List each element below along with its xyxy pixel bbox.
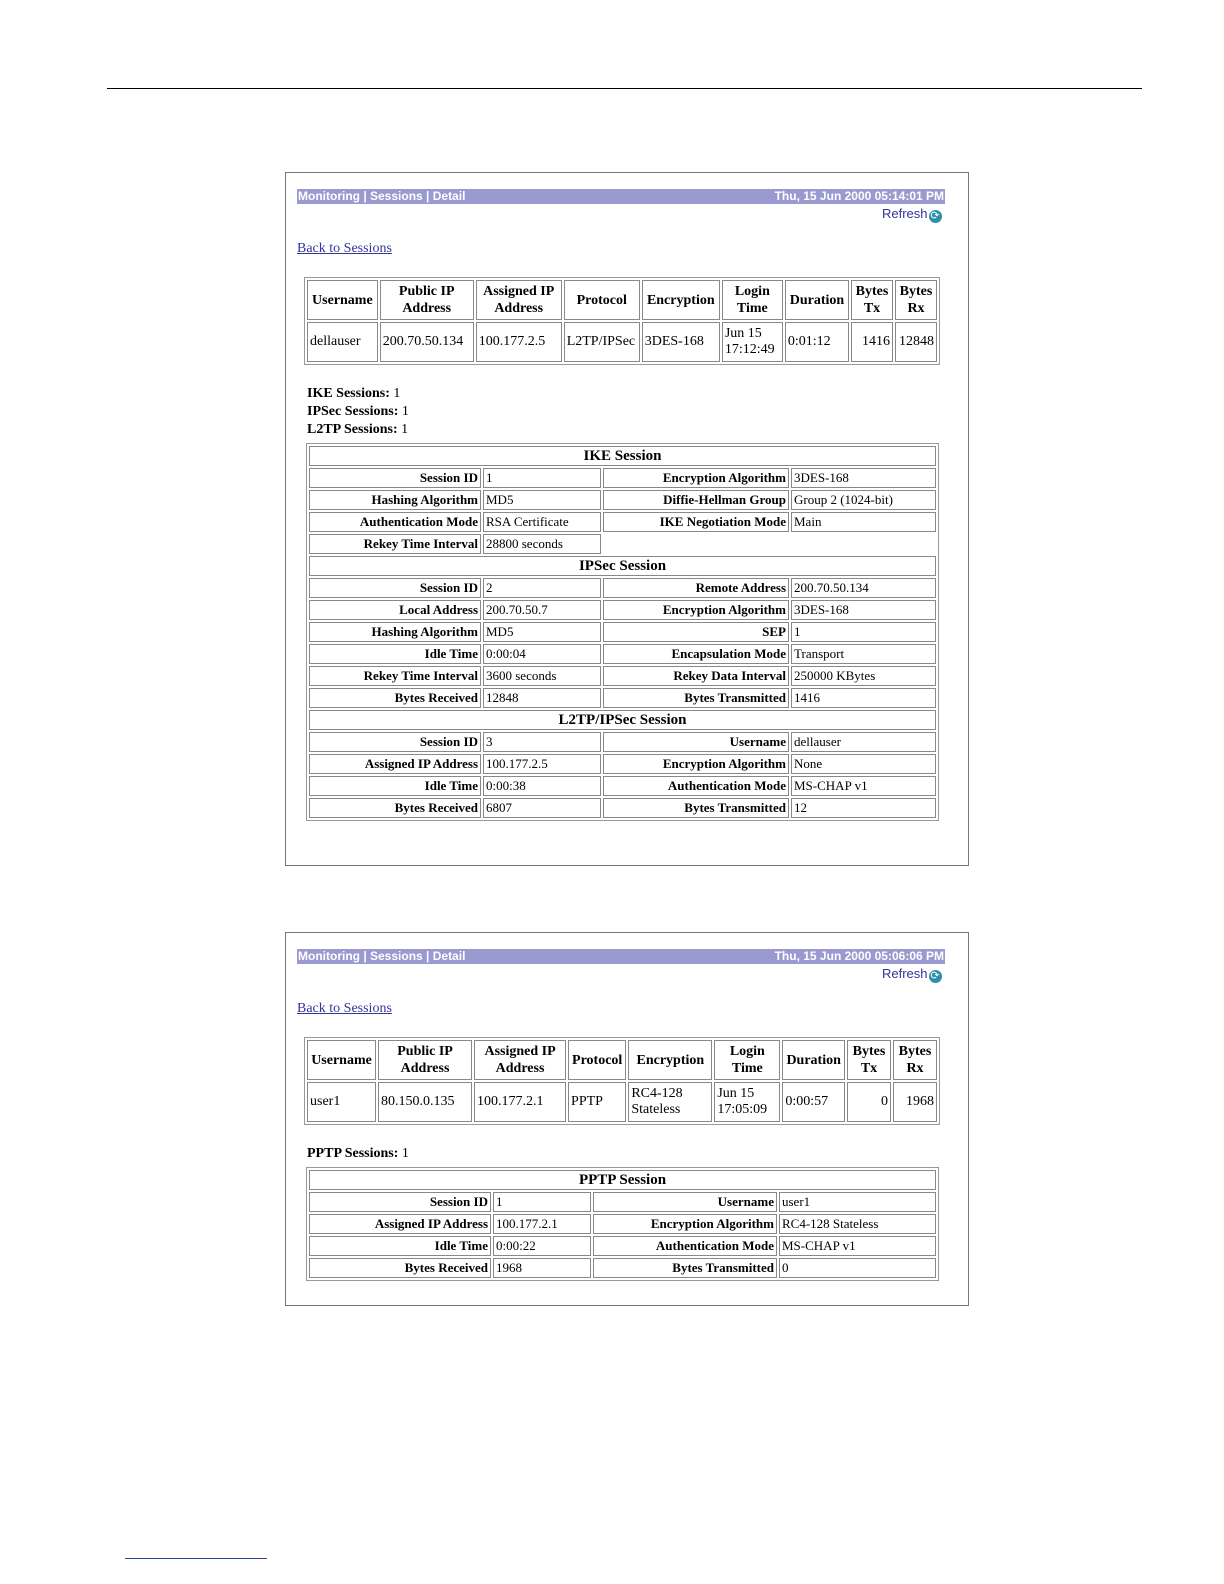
field-label: Bytes Transmitted	[603, 688, 789, 708]
ike-session-heading: IKE Session	[309, 446, 936, 466]
title-bar	[297, 949, 945, 964]
pptp-session-count: PPTP Sessions: 1	[307, 1146, 409, 1161]
table-row	[307, 1082, 937, 1122]
col-bytes-rx: Bytes Rx	[895, 280, 937, 320]
field-value: 0:00:38	[483, 776, 601, 796]
field-value: user1	[779, 1192, 936, 1212]
field-label: SEP	[603, 622, 789, 642]
cell-assigned-ip: 100.177.2.5	[476, 322, 562, 362]
field-label: Encryption Algorithm	[603, 600, 789, 620]
detail-row	[309, 468, 936, 488]
detail-row	[309, 776, 936, 796]
field-value: 12	[791, 798, 936, 818]
field-label: Bytes Received	[309, 798, 481, 818]
field-value: MS-CHAP v1	[779, 1236, 936, 1256]
field-label: Assigned IP Address	[309, 1214, 491, 1234]
field-value: Main	[791, 512, 936, 532]
cell-duration: 0:01:12	[785, 322, 849, 362]
datetime: Thu, 15 Jun 2000 05:06:06 PM	[774, 949, 944, 963]
field-label: Authentication Mode	[309, 512, 481, 532]
field-value: MD5	[483, 622, 601, 642]
refresh-icon: ⟳	[930, 970, 940, 982]
cell-username: user1	[307, 1082, 376, 1122]
detail-row	[309, 688, 936, 708]
cell-username: dellauser	[307, 322, 378, 362]
field-label: Authentication Mode	[593, 1236, 777, 1256]
field-label: Remote Address	[603, 578, 789, 598]
col-login-time: Login Time	[722, 280, 783, 320]
field-label: Bytes Transmitted	[603, 798, 789, 818]
col-assigned-ip: Assigned IP Address	[474, 1040, 566, 1080]
detail-row	[309, 1192, 936, 1212]
field-value: RC4-128 Stateless	[779, 1214, 936, 1234]
cell-login-time: Jun 15 17:05:09	[714, 1082, 780, 1122]
col-duration: Duration	[785, 280, 849, 320]
empty-cell	[603, 534, 936, 554]
field-value: 200.70.50.134	[791, 578, 936, 598]
field-value: Group 2 (1024-bit)	[791, 490, 936, 510]
refresh-icon: ⟳	[930, 210, 940, 222]
ike-session-count: IKE Sessions: 1	[307, 386, 401, 401]
col-encryption: Encryption	[642, 280, 720, 320]
refresh-button[interactable]	[882, 206, 946, 222]
field-value: 3DES-168	[791, 468, 936, 488]
field-label: Bytes Received	[309, 1258, 491, 1278]
detail-row	[309, 798, 936, 818]
field-value: 6807	[483, 798, 601, 818]
field-label: Assigned IP Address	[309, 754, 481, 774]
screenshot-pptp-session-detail	[285, 932, 969, 1306]
l2tp-session-count: L2TP Sessions: 1	[307, 422, 409, 437]
field-label: Rekey Time Interval	[309, 534, 481, 554]
field-label: Bytes Received	[309, 688, 481, 708]
cell-encryption: RC4-128 Stateless	[628, 1082, 712, 1122]
screenshot-l2tp-session-detail	[285, 172, 969, 866]
field-label: Hashing Algorithm	[309, 622, 481, 642]
field-label: Idle Time	[309, 644, 481, 664]
breadcrumb[interactable]: Monitoring | Sessions | Detail	[298, 949, 466, 963]
field-label: Encryption Algorithm	[603, 468, 789, 488]
field-value: 250000 KBytes	[791, 666, 936, 686]
field-value: 100.177.2.1	[493, 1214, 591, 1234]
field-value: MD5	[483, 490, 601, 510]
field-value: 200.70.50.7	[483, 600, 601, 620]
table-row	[307, 322, 937, 362]
cell-login-time: Jun 15 17:12:49	[722, 322, 783, 362]
cell-protocol: L2TP/IPSec	[564, 322, 640, 362]
col-bytes-tx: Bytes Tx	[847, 1040, 891, 1080]
back-to-sessions-link[interactable]: Back to Sessions	[297, 1001, 392, 1016]
field-label: Bytes Transmitted	[593, 1258, 777, 1278]
cell-public-ip: 80.150.0.135	[378, 1082, 472, 1122]
session-detail-table	[306, 443, 939, 821]
col-username: Username	[307, 1040, 376, 1080]
session-counts	[307, 1145, 409, 1163]
session-summary-table	[304, 277, 940, 365]
field-value: Transport	[791, 644, 936, 664]
field-label: Diffie-Hellman Group	[603, 490, 789, 510]
detail-row	[309, 732, 936, 752]
cell-bytes-rx: 1968	[893, 1082, 937, 1122]
table-header-row	[307, 1040, 937, 1080]
field-label: Authentication Mode	[603, 776, 789, 796]
table-header-row	[307, 280, 937, 320]
field-value: 100.177.2.5	[483, 754, 601, 774]
field-value: RSA Certificate	[483, 512, 601, 532]
field-label: Idle Time	[309, 776, 481, 796]
l2tp-session-heading: L2TP/IPSec Session	[309, 710, 936, 730]
detail-row	[309, 512, 936, 532]
field-value: 0:00:22	[493, 1236, 591, 1256]
detail-row	[309, 1258, 936, 1278]
breadcrumb[interactable]: Monitoring | Sessions | Detail	[298, 189, 466, 203]
field-label: Hashing Algorithm	[309, 490, 481, 510]
field-value: 3DES-168	[791, 600, 936, 620]
col-duration: Duration	[782, 1040, 845, 1080]
col-public-ip: Public IP Address	[380, 280, 474, 320]
page-header-rule	[107, 88, 1142, 89]
ipsec-session-heading: IPSec Session	[309, 556, 936, 576]
field-value: 0:00:04	[483, 644, 601, 664]
field-value: 3	[483, 732, 601, 752]
back-to-sessions-link[interactable]: Back to Sessions	[297, 241, 392, 256]
field-value: MS-CHAP v1	[791, 776, 936, 796]
title-bar	[297, 189, 945, 204]
cell-protocol: PPTP	[568, 1082, 626, 1122]
detail-row	[309, 490, 936, 510]
field-label: Rekey Time Interval	[309, 666, 481, 686]
field-label: Session ID	[309, 1192, 491, 1212]
field-value: dellauser	[791, 732, 936, 752]
detail-row	[309, 534, 936, 554]
refresh-button[interactable]	[882, 966, 946, 982]
field-value: 1	[483, 468, 601, 488]
field-label: Encryption Algorithm	[593, 1214, 777, 1234]
cell-assigned-ip: 100.177.2.1	[474, 1082, 566, 1122]
pptp-session-heading: PPTP Session	[309, 1170, 936, 1190]
refresh-label: Refresh	[882, 206, 928, 221]
field-label: Session ID	[309, 468, 481, 488]
field-value: 0	[779, 1258, 936, 1278]
col-encryption: Encryption	[628, 1040, 712, 1080]
session-counts	[307, 385, 409, 439]
field-label: Rekey Data Interval	[603, 666, 789, 686]
field-label: Username	[603, 732, 789, 752]
field-value: 1	[791, 622, 936, 642]
session-detail-table	[306, 1167, 939, 1281]
field-value: None	[791, 754, 936, 774]
field-value: 3600 seconds	[483, 666, 601, 686]
field-label: Local Address	[309, 600, 481, 620]
col-public-ip: Public IP Address	[378, 1040, 472, 1080]
refresh-label: Refresh	[882, 966, 928, 981]
field-value: 12848	[483, 688, 601, 708]
field-label: Idle Time	[309, 1236, 491, 1256]
detail-row	[309, 578, 936, 598]
field-label: Encapsulation Mode	[603, 644, 789, 664]
field-label: IKE Negotiation Mode	[603, 512, 789, 532]
detail-row	[309, 754, 936, 774]
field-label: Encryption Algorithm	[603, 754, 789, 774]
detail-row	[309, 1214, 936, 1234]
field-label: Session ID	[309, 732, 481, 752]
detail-row	[309, 600, 936, 620]
cell-encryption: 3DES-168	[642, 322, 720, 362]
detail-row	[309, 1236, 936, 1256]
ipsec-session-count: IPSec Sessions: 1	[307, 404, 409, 419]
col-protocol: Protocol	[568, 1040, 626, 1080]
field-label: Username	[593, 1192, 777, 1212]
datetime: Thu, 15 Jun 2000 05:14:01 PM	[774, 189, 944, 203]
col-protocol: Protocol	[564, 280, 640, 320]
cell-duration: 0:00:57	[782, 1082, 845, 1122]
field-value: 28800 seconds	[483, 534, 601, 554]
cell-bytes-tx: 0	[847, 1082, 891, 1122]
field-value: 1968	[493, 1258, 591, 1278]
col-username: Username	[307, 280, 378, 320]
field-value: 1	[493, 1192, 591, 1212]
field-value: 2	[483, 578, 601, 598]
col-assigned-ip: Assigned IP Address	[476, 280, 562, 320]
cell-bytes-tx: 1416	[851, 322, 893, 362]
col-bytes-tx: Bytes Tx	[851, 280, 893, 320]
detail-row	[309, 666, 936, 686]
session-summary-table	[304, 1037, 940, 1125]
col-bytes-rx: Bytes Rx	[893, 1040, 937, 1080]
cell-public-ip: 200.70.50.134	[380, 322, 474, 362]
col-login-time: Login Time	[714, 1040, 780, 1080]
field-label: Session ID	[309, 578, 481, 598]
detail-row	[309, 644, 936, 664]
cell-bytes-rx: 12848	[895, 322, 937, 362]
field-value: 1416	[791, 688, 936, 708]
detail-row	[309, 622, 936, 642]
footer-link-rule	[125, 1558, 267, 1559]
